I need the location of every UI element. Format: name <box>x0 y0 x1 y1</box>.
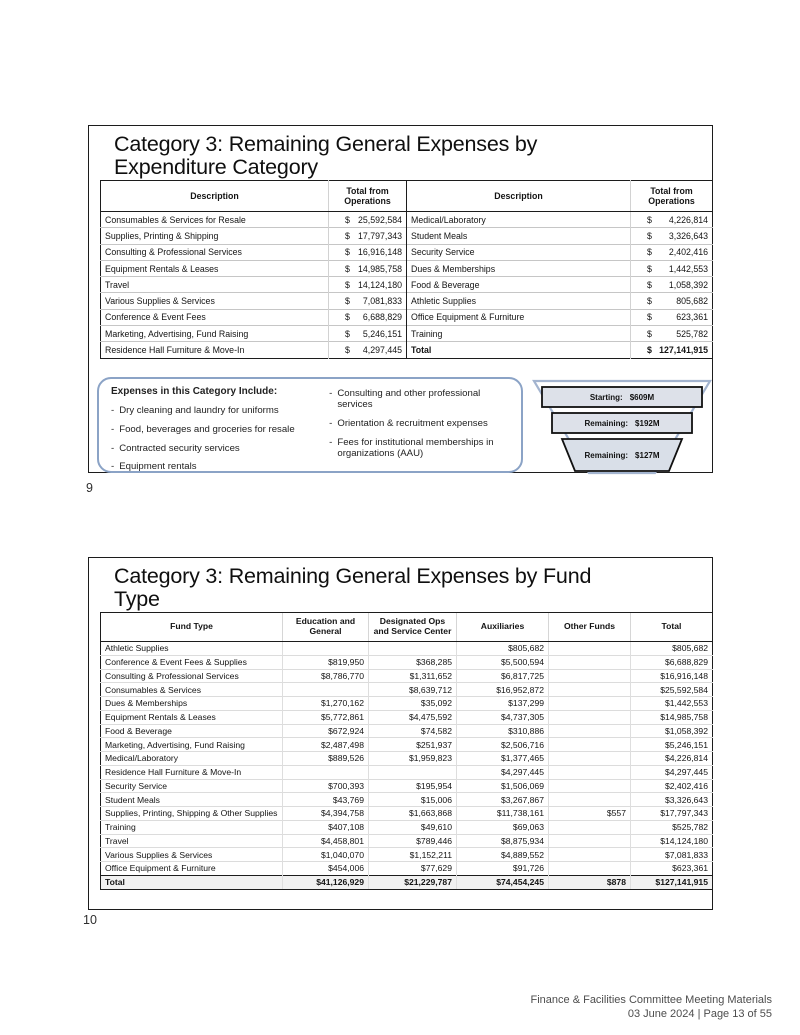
column-header-fund-type: Fund Type <box>101 613 283 642</box>
amount-cell <box>549 820 631 834</box>
currency-symbol: $ <box>345 214 350 225</box>
amount-cell <box>329 244 407 260</box>
amount-cell <box>631 260 713 276</box>
currency-symbol: $ <box>647 214 652 225</box>
amount-cell: $454,006 <box>283 862 369 876</box>
amount-cell: $1,506,069 <box>457 779 549 793</box>
fund-row <box>101 765 713 779</box>
amount-cell: $1,058,392 <box>631 724 713 738</box>
amount-cell: $17,797,343 <box>631 807 713 821</box>
amount-value: 127,141,915 <box>659 345 708 356</box>
description-cell: Training <box>407 326 631 342</box>
amount-cell <box>549 834 631 848</box>
fund-row <box>101 655 713 669</box>
includes-item <box>111 461 327 472</box>
amount-cell: $21,229,787 <box>369 875 457 889</box>
amount-cell: $4,297,445 <box>457 765 549 779</box>
amount-cell: $4,889,552 <box>457 848 549 862</box>
amount-value: 5,246,151 <box>362 328 402 339</box>
description-cell: Security Service <box>407 244 631 260</box>
amount-cell <box>329 277 407 293</box>
footer-date-page: 03 June 2024 | Page 13 of 55 <box>627 1007 772 1020</box>
fund-type-table <box>100 612 713 890</box>
slide-10-title: Category 3: Remaining General Expenses by Fund Type <box>114 564 592 611</box>
amount-cell: $623,361 <box>631 862 713 876</box>
currency-symbol: $ <box>345 312 350 323</box>
column-header-description-right: Description <box>407 181 631 212</box>
includes-right-list <box>327 388 513 460</box>
includes-item <box>329 388 513 411</box>
amount-cell <box>631 244 713 260</box>
fund-row <box>101 779 713 793</box>
fund-row <box>101 710 713 724</box>
amount-cell: $25,592,584 <box>631 683 713 697</box>
amount-cell <box>329 309 407 325</box>
fund-type-cell: Student Meals <box>101 793 283 807</box>
fund-type-cell: Residence Hall Furniture & Move-In <box>101 765 283 779</box>
amount-cell <box>369 765 457 779</box>
fund-type-cell: Marketing, Advertising, Fund Raising <box>101 738 283 752</box>
description-cell: Consulting & Professional Services <box>101 244 329 260</box>
amount-cell: $1,442,553 <box>631 697 713 711</box>
amount-cell: $6,688,829 <box>631 655 713 669</box>
fund-type-cell: Consumables & Services <box>101 683 283 697</box>
amount-cell: $3,326,643 <box>631 793 713 807</box>
amount-cell: $878 <box>549 875 631 889</box>
amount-cell: $4,458,801 <box>283 834 369 848</box>
amount-value: 7,081,833 <box>362 296 402 307</box>
slide-9-number: 9 <box>86 481 93 495</box>
fund-type-cell: Supplies, Printing, Shipping & Other Supplies <box>101 807 283 821</box>
description-cell: Athletic Supplies <box>407 293 631 309</box>
amount-cell <box>549 752 631 766</box>
amount-cell: $41,126,929 <box>283 875 369 889</box>
amount-value: 14,124,180 <box>357 279 402 290</box>
amount-cell: $8,639,712 <box>369 683 457 697</box>
amount-cell: $7,081,833 <box>631 848 713 862</box>
description-cell: Conference & Event Fees <box>101 309 329 325</box>
amount-cell <box>369 642 457 656</box>
amount-cell: $310,886 <box>457 724 549 738</box>
description-cell: Total <box>407 342 631 358</box>
amount-cell: $6,817,725 <box>457 669 549 683</box>
amount-cell <box>549 697 631 711</box>
expense-row <box>101 309 713 325</box>
amount-cell <box>549 710 631 724</box>
fund-row <box>101 642 713 656</box>
includes-right-column <box>327 386 513 480</box>
currency-symbol: $ <box>345 296 350 307</box>
description-cell: Supplies, Printing & Shipping <box>101 228 329 244</box>
description-cell: Dues & Memberships <box>407 260 631 276</box>
description-cell: Consumables & Services for Resale <box>105 214 246 225</box>
currency-symbol: $ <box>345 230 350 241</box>
amount-cell <box>283 642 369 656</box>
expense-row <box>101 244 713 260</box>
amount-cell <box>549 738 631 752</box>
amount-cell <box>329 342 407 358</box>
amount-cell <box>329 212 407 228</box>
fund-row <box>101 848 713 862</box>
amount-value: 805,682 <box>676 296 708 307</box>
column-header-total: Total <box>631 613 713 642</box>
amount-value: 2,402,416 <box>668 247 708 258</box>
amount-cell <box>283 683 369 697</box>
fund-type-cell: Total <box>101 875 283 889</box>
description-cell: Various Supplies & Services <box>101 293 329 309</box>
amount-cell <box>549 683 631 697</box>
amount-cell: $1,663,868 <box>369 807 457 821</box>
includes-item-text: Dry cleaning and laundry for uniforms <box>119 405 279 416</box>
fund-row <box>101 793 713 807</box>
currency-symbol: $ <box>647 312 652 323</box>
amount-cell: $2,506,716 <box>457 738 549 752</box>
fund-type-cell: Consulting & Professional Services <box>101 669 283 683</box>
total-row <box>101 875 713 889</box>
currency-symbol: $ <box>647 328 652 339</box>
amount-cell: $14,124,180 <box>631 834 713 848</box>
bullet-dash: - <box>329 388 333 399</box>
expenditure-category-table <box>100 180 713 359</box>
column-header-other-funds: Other Funds <box>549 613 631 642</box>
includes-item-text: Consulting and other professional services <box>337 388 481 411</box>
amount-cell: $43,769 <box>283 793 369 807</box>
amount-cell <box>329 326 407 342</box>
amount-cell <box>549 862 631 876</box>
expense-row <box>101 260 713 276</box>
amount-value: 6,688,829 <box>362 312 402 323</box>
amount-cell: $1,152,211 <box>369 848 457 862</box>
amount-cell: $195,954 <box>369 779 457 793</box>
fund-row <box>101 683 713 697</box>
amount-cell <box>549 848 631 862</box>
amount-cell: $789,446 <box>369 834 457 848</box>
amount-cell <box>631 326 713 342</box>
includes-heading: Expenses in this Category Include: <box>111 386 278 397</box>
column-header-total-left: Total from Operations <box>329 181 407 212</box>
includes-item <box>111 405 327 416</box>
bullet-dash: - <box>111 461 115 473</box>
amount-cell: $819,950 <box>283 655 369 669</box>
amount-cell <box>549 669 631 683</box>
amount-cell: $2,487,498 <box>283 738 369 752</box>
funnel-bar-remaining-192: Remaining: $192M <box>584 418 660 428</box>
amount-cell: $49,610 <box>369 820 457 834</box>
amount-value: 25,592,584 <box>357 214 402 225</box>
currency-symbol: $ <box>345 328 350 339</box>
amount-cell: $805,682 <box>457 642 549 656</box>
fund-type-cell: Various Supplies & Services <box>101 848 283 862</box>
amount-cell: $16,952,872 <box>457 683 549 697</box>
bullet-dash: - <box>329 436 333 448</box>
fund-row <box>101 834 713 848</box>
amount-cell <box>329 293 407 309</box>
amount-cell: $407,108 <box>283 820 369 834</box>
amount-cell: $16,916,148 <box>631 669 713 683</box>
amount-cell: $4,737,305 <box>457 710 549 724</box>
fund-type-cell: Equipment Rentals & Leases <box>101 710 283 724</box>
amount-cell: $1,311,652 <box>369 669 457 683</box>
includes-item-text: Equipment rentals <box>119 461 197 473</box>
column-header-education-general: Education and General <box>283 613 369 642</box>
currency-symbol: $ <box>647 296 652 307</box>
slide-10 <box>88 557 713 910</box>
amount-cell: $11,738,161 <box>457 807 549 821</box>
slide-9-title: Category 3: Remaining General Expenses by Expenditure Category <box>114 132 538 179</box>
page-footer <box>531 994 772 1022</box>
amount-cell <box>631 277 713 293</box>
amount-cell <box>631 342 713 358</box>
amount-cell: $1,040,070 <box>283 848 369 862</box>
amount-value: 525,782 <box>676 328 708 339</box>
description-cell: Residence Hall Furniture & Move-In <box>101 342 329 358</box>
fund-type-cell: Office Equipment & Furniture <box>101 862 283 876</box>
amount-cell: $8,786,770 <box>283 669 369 683</box>
column-header-description-left: Description <box>101 181 329 212</box>
fund-row <box>101 724 713 738</box>
expense-row <box>101 326 713 342</box>
budget-funnel-diagram <box>532 379 712 475</box>
includes-item <box>329 418 513 429</box>
amount-cell <box>631 228 713 244</box>
footer-title: Finance & Facilities Committee Meeting Materials <box>530 994 772 1006</box>
fund-type-cell: Food & Beverage <box>101 724 283 738</box>
fund-row <box>101 820 713 834</box>
amount-cell: $3,267,867 <box>457 793 549 807</box>
amount-cell: $251,937 <box>369 738 457 752</box>
expense-row <box>101 228 713 244</box>
includes-item-text: Orientation & recruitment expenses <box>337 418 488 430</box>
currency-symbol: $ <box>647 247 652 258</box>
amount-cell: $805,682 <box>631 642 713 656</box>
amount-cell <box>329 260 407 276</box>
amount-cell: $5,772,861 <box>283 710 369 724</box>
amount-cell: $889,526 <box>283 752 369 766</box>
currency-symbol: $ <box>647 345 652 356</box>
amount-value: 16,916,148 <box>357 247 402 258</box>
amount-cell: $557 <box>549 807 631 821</box>
amount-cell: $368,285 <box>369 655 457 669</box>
currency-symbol: $ <box>647 263 652 274</box>
amount-cell: $91,726 <box>457 862 549 876</box>
amount-cell: $2,402,416 <box>631 779 713 793</box>
amount-cell: $4,475,592 <box>369 710 457 724</box>
currency-symbol: $ <box>345 345 350 356</box>
table-header-row <box>101 613 713 642</box>
description-cell: Medical/Laboratory <box>407 212 631 228</box>
includes-item <box>329 437 513 460</box>
slide-10-number: 10 <box>83 913 97 927</box>
currency-symbol: $ <box>345 247 350 258</box>
fund-type-cell: Security Service <box>101 779 283 793</box>
amount-cell: $127,141,915 <box>631 875 713 889</box>
fund-type-cell: Dues & Memberships <box>101 697 283 711</box>
amount-cell: $672,924 <box>283 724 369 738</box>
description-cell: Food & Beverage <box>407 277 631 293</box>
fund-row <box>101 697 713 711</box>
table-header-row <box>101 181 713 212</box>
expense-row <box>101 277 713 293</box>
includes-left-list <box>109 405 327 473</box>
amount-cell: $4,394,758 <box>283 807 369 821</box>
amount-cell: $74,582 <box>369 724 457 738</box>
description-cell: Travel <box>101 277 329 293</box>
amount-value: 1,058,392 <box>668 279 708 290</box>
includes-item-text: Contracted security services <box>119 442 240 454</box>
fund-type-cell: Medical/Laboratory <box>101 752 283 766</box>
fund-type-cell: Training <box>101 820 283 834</box>
bullet-dash: - <box>111 405 115 416</box>
amount-cell <box>549 642 631 656</box>
fund-row <box>101 738 713 752</box>
amount-cell: $525,782 <box>631 820 713 834</box>
includes-left-column <box>109 386 327 480</box>
amount-cell <box>283 765 369 779</box>
funnel-bar-remaining-127: Remaining: $127M <box>584 450 660 460</box>
funnel-bar-starting: Starting: $609M <box>589 392 655 402</box>
amount-value: 17,797,343 <box>357 230 402 241</box>
amount-cell <box>549 724 631 738</box>
amount-value: 1,442,553 <box>668 263 708 274</box>
amount-cell: $4,226,814 <box>631 752 713 766</box>
description-cell: Marketing, Advertising, Fund Raising <box>101 326 329 342</box>
bullet-dash: - <box>329 418 333 430</box>
amount-value: 14,985,758 <box>357 263 402 274</box>
amount-value: 3,326,643 <box>668 230 708 241</box>
amount-cell <box>549 765 631 779</box>
includes-item-text: Food, beverages and groceries for resale <box>119 423 295 435</box>
amount-cell: $77,629 <box>369 862 457 876</box>
amount-cell: $1,959,823 <box>369 752 457 766</box>
amount-cell: $1,270,162 <box>283 697 369 711</box>
expense-row <box>101 293 713 309</box>
amount-cell: $74,454,245 <box>457 875 549 889</box>
currency-symbol: $ <box>647 279 652 290</box>
amount-cell: $35,092 <box>369 697 457 711</box>
amount-cell <box>549 779 631 793</box>
bullet-dash: - <box>111 423 115 435</box>
expense-row <box>101 342 713 358</box>
amount-cell: $5,246,151 <box>631 738 713 752</box>
includes-item-text: Fees for institutional memberships in organizations (AAU) <box>337 436 494 460</box>
amount-cell: $8,875,934 <box>457 834 549 848</box>
amount-cell <box>329 228 407 244</box>
description-cell: Office Equipment & Furniture <box>407 309 631 325</box>
amount-cell <box>549 655 631 669</box>
amount-cell: $69,063 <box>457 820 549 834</box>
column-header-auxiliaries: Auxiliaries <box>457 613 549 642</box>
fund-type-cell: Travel <box>101 834 283 848</box>
currency-symbol: $ <box>345 263 350 274</box>
fund-type-cell: Athletic Supplies <box>105 643 169 654</box>
amount-cell: $14,985,758 <box>631 710 713 724</box>
bullet-dash: - <box>111 442 115 454</box>
amount-cell: $1,377,465 <box>457 752 549 766</box>
amount-cell <box>549 793 631 807</box>
amount-cell: $137,299 <box>457 697 549 711</box>
currency-symbol: $ <box>647 230 652 241</box>
amount-cell <box>631 212 713 228</box>
amount-value: 623,361 <box>676 312 708 323</box>
fund-row <box>101 862 713 876</box>
column-header-designated-ops: Designated Ops and Service Center <box>369 613 457 642</box>
includes-item <box>111 424 327 435</box>
currency-symbol: $ <box>345 279 350 290</box>
amount-cell <box>631 309 713 325</box>
expenses-includes-box <box>97 377 523 473</box>
fund-row <box>101 807 713 821</box>
amount-value: 4,226,814 <box>668 214 708 225</box>
fund-row <box>101 752 713 766</box>
slide-9 <box>88 125 713 473</box>
fund-row <box>101 669 713 683</box>
amount-value: 4,297,445 <box>362 345 402 356</box>
column-header-total-right: Total from Operations <box>631 181 713 212</box>
fund-type-cell: Conference & Event Fees & Supplies <box>101 655 283 669</box>
amount-cell: $4,297,445 <box>631 765 713 779</box>
includes-item <box>111 443 327 454</box>
amount-cell: $700,393 <box>283 779 369 793</box>
amount-cell <box>631 293 713 309</box>
amount-cell: $5,500,594 <box>457 655 549 669</box>
expense-row <box>101 212 713 228</box>
amount-cell: $15,006 <box>369 793 457 807</box>
description-cell: Student Meals <box>407 228 631 244</box>
description-cell: Equipment Rentals & Leases <box>101 260 329 276</box>
